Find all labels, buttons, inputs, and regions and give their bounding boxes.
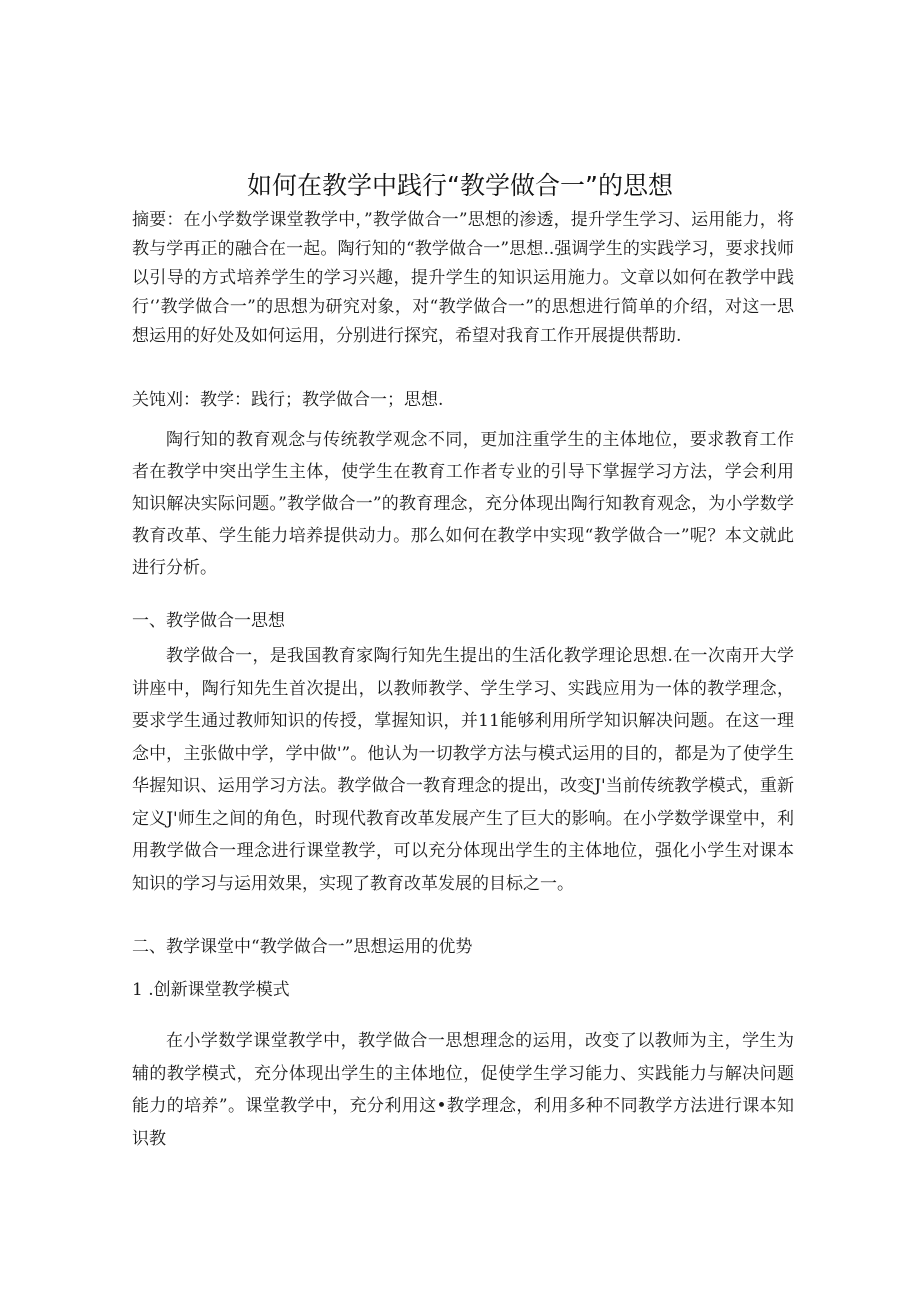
keywords-line: 关饨刈：教学：践行；教学做合一；思想.	[132, 390, 444, 410]
abstract-paragraph: 摘要：在小学数学课堂教学中，”教学做合一”思想的渗透，提升学生学习、运用能力，将教与学再正的融合在一起。陶行知的“教学做合一”思想..强调学生的实践学习，要求找师以引导的方式培养学生的学习兴趣，提升学生的知识运用施力。文章以如何在教学中践行‘’教学做合一”的思想为研究对象，对“教学做合一”的思想进行简单的介绍，对这一思想运用的好处及如何运用，分别进行探究，希望对我育工作开展提供帮助.	[132, 210, 794, 346]
intro-paragraph: 陶行知的教育观念与传统教学观念不同，更加注重学生的主体地位，要求教育工作者在教学中突出学生主体，使学生在教育工作者专业的引导下掌握学习方法，学会利用知识解决实际问题。”教学做合一”的教育理念，充分体现出陶行知教育观念，为小学数学教育改革、学生能力培养提供动力。那么如何在教学中实现“教学做合一”呢？本文就此进行分析。	[132, 430, 794, 578]
section-1-heading: 一、教学做合一思想	[132, 611, 285, 631]
document-title: 如何在教学中践行“教学做合一”的思想	[247, 171, 673, 200]
section-2-heading: 二、教学课堂中“教学做合一”思想运用的优势	[132, 937, 473, 957]
subsection-1-body: 在小学数学课堂教学中，教学做合一思想理念的运用，改变了以教师为主，学生为辅的教学模式，充分体现出学生的主体地位，促使学生学习能力、实践能力与解决问题能力的培养”。课堂教学中，充分利用这•教学理念，利用多种不同教学方法进行课本知识教	[132, 1031, 794, 1149]
subsection-1-heading: 1 .创新课堂教学模式	[132, 980, 290, 1000]
section-1-body: 教学做合一，是我国教育家陶行知先生提出的生活化教学理论思想.在一次南开大学讲座中，陶行知先生首次提出，以教师教学、学生学习、实践应用为一体的教学理念，要求学生通过教师知识的传授，掌握知识，并11能够利用所学知识解决问题。在这一理念中，主张做中学，学中做'”。他认为一切教学方法与模式运用的目的，都是为了使学生华握知识、运用学习方法。教学做合一教育理念的提出，改变J'当前传统教学模式，重新定义J'师生之间的角色，时现代教育改革发展产生了巨大的影响。在小学数学课堂中，利用教学做合一理念进行课堂教学，可以充分体现出学生的主体地位，强化小学生对课本知识的学习与运用效果，实现了教育改革发展的目标之一。	[132, 646, 794, 894]
